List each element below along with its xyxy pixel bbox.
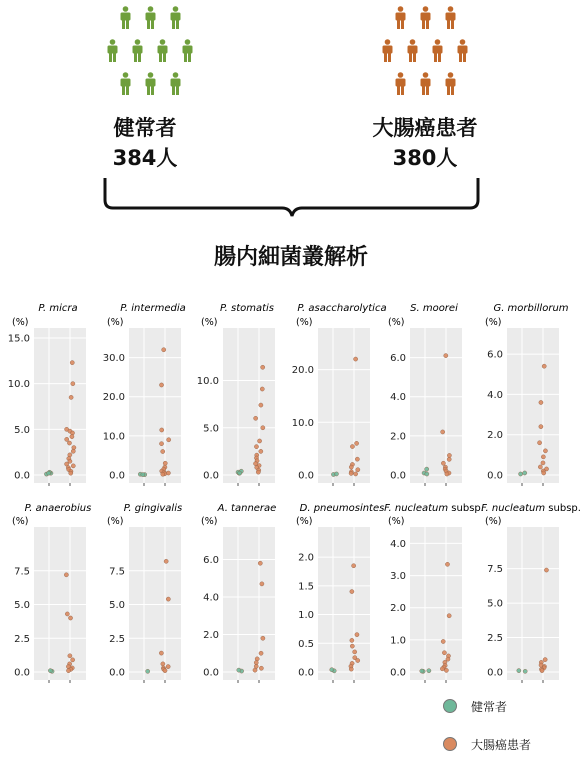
- data-point: [167, 438, 171, 442]
- y-tick-label: 6.0: [487, 349, 503, 361]
- panel-title: [25, 503, 92, 514]
- y-unit-label: (%): [201, 317, 218, 328]
- panel: [12, 503, 91, 683]
- plot-background: [129, 527, 181, 680]
- panel-title-suffix: subsp.: [448, 503, 484, 514]
- panel-title: [297, 303, 386, 314]
- data-point: [354, 441, 358, 445]
- data-point: [540, 669, 544, 673]
- data-point: [352, 564, 356, 568]
- data-point: [543, 449, 547, 453]
- legend-item-healthy: [443, 695, 531, 717]
- panel-title-species: S. moorei: [410, 303, 458, 314]
- data-point: [349, 667, 353, 671]
- panel-title: [120, 303, 185, 314]
- plot-background: [34, 527, 86, 680]
- data-point: [65, 612, 69, 616]
- data-point: [330, 668, 334, 672]
- plot-background: [223, 527, 275, 680]
- panel-title-suffix: subsp.: [545, 503, 581, 514]
- data-point: [146, 669, 150, 673]
- data-point: [354, 472, 358, 476]
- panel-title: [124, 503, 182, 514]
- y-tick-label: 2.0: [390, 431, 406, 443]
- data-point: [255, 657, 259, 661]
- y-tick-label: 10.0: [196, 376, 219, 388]
- data-point: [444, 354, 448, 358]
- data-point: [261, 636, 265, 640]
- data-point: [238, 471, 242, 475]
- legend-dot-healthy: [443, 699, 457, 713]
- data-point: [537, 441, 541, 445]
- data-point: [542, 471, 546, 475]
- y-tick-label: 0.0: [390, 667, 406, 679]
- data-point: [65, 437, 69, 441]
- y-tick-label: 0.0: [14, 470, 30, 482]
- plot-background: [223, 328, 275, 483]
- data-point: [159, 442, 163, 446]
- data-point: [256, 470, 260, 474]
- data-point: [445, 562, 449, 566]
- y-tick-label: 4.0: [390, 392, 406, 404]
- data-point: [350, 638, 354, 642]
- data-point: [447, 453, 451, 457]
- y-tick-label: 0.0: [298, 667, 314, 679]
- data-point: [542, 364, 546, 368]
- data-point: [254, 416, 258, 420]
- panel-title-species: P. stomatis: [219, 303, 275, 314]
- y-tick-label: 1.5: [298, 581, 314, 593]
- y-tick-label: 1.0: [298, 610, 314, 622]
- data-point: [425, 467, 429, 471]
- panel-title-species: P. intermedia: [120, 303, 186, 314]
- y-tick-label: 4.0: [203, 592, 219, 604]
- panel-title-species: A. tannerae: [217, 503, 277, 514]
- y-tick-label: 7.5: [14, 566, 30, 578]
- y-tick-label: 0.0: [109, 667, 125, 679]
- y-tick-label: 7.5: [109, 566, 125, 578]
- panel-title-species: P. anaerobius: [24, 503, 92, 514]
- data-point: [538, 465, 542, 469]
- panel-title: [38, 303, 77, 314]
- data-point: [523, 471, 527, 475]
- data-point: [441, 430, 445, 434]
- data-point: [543, 658, 547, 662]
- data-point: [261, 365, 265, 369]
- data-point: [539, 425, 543, 429]
- panel: [384, 503, 484, 683]
- plot-background: [410, 328, 462, 483]
- data-point: [353, 650, 357, 654]
- y-tick-label: 0.5: [298, 638, 314, 650]
- plot-background: [318, 328, 370, 483]
- data-point: [349, 465, 353, 469]
- y-unit-label: (%): [388, 516, 405, 527]
- y-unit-label: (%): [107, 317, 124, 328]
- y-tick-label: 7.5: [487, 564, 503, 576]
- cancer-group-count: 380人: [392, 146, 458, 170]
- healthy-group-name: 健常者: [113, 116, 177, 140]
- data-point: [47, 471, 51, 475]
- y-unit-label: (%): [201, 516, 218, 527]
- data-point: [67, 441, 71, 445]
- y-tick-label: 5.0: [109, 600, 125, 611]
- data-point: [70, 361, 74, 365]
- data-point: [254, 445, 258, 449]
- data-point: [349, 471, 353, 475]
- y-tick-label: 5.0: [487, 598, 503, 610]
- y-tick-label: 10.0: [7, 379, 30, 391]
- data-point: [541, 461, 545, 465]
- y-tick-label: 2.0: [298, 552, 314, 564]
- cancer-group-name: 大腸癌患者: [372, 116, 478, 140]
- data-point: [355, 633, 359, 637]
- panel-title: [220, 303, 274, 314]
- y-unit-label: (%): [107, 516, 124, 527]
- panel-title-species: F. nucleatum: [481, 503, 546, 514]
- data-point: [66, 669, 70, 673]
- y-unit-label: (%): [12, 516, 29, 527]
- y-tick-label: 30.0: [102, 353, 125, 365]
- y-tick-label: 0.0: [298, 470, 314, 482]
- data-point: [166, 471, 170, 475]
- healthy-group-count: 384人: [112, 146, 178, 170]
- data-point: [166, 665, 170, 669]
- panel-title-species: G. morbillorum: [493, 303, 569, 314]
- data-point: [541, 455, 545, 459]
- data-point: [356, 468, 360, 472]
- legend-label-healthy: 健常者: [471, 699, 508, 714]
- data-point: [442, 651, 446, 655]
- y-tick-label: 2.5: [14, 633, 30, 645]
- data-point: [71, 658, 75, 662]
- data-point: [420, 669, 424, 673]
- legend: [443, 695, 531, 771]
- analysis-title: 腸内細菌叢解析: [213, 245, 368, 270]
- panel-title: [493, 303, 568, 314]
- data-point: [141, 473, 145, 477]
- y-tick-label: 20.0: [291, 365, 314, 377]
- y-tick-label: 2.0: [487, 430, 503, 442]
- data-point: [259, 449, 263, 453]
- plot-background: [410, 527, 462, 680]
- data-point: [519, 472, 523, 476]
- data-point: [425, 472, 429, 476]
- data-point: [427, 669, 431, 673]
- data-point: [159, 651, 163, 655]
- data-point: [159, 383, 163, 387]
- data-point: [334, 472, 338, 476]
- panel: [103, 303, 186, 486]
- data-point: [161, 472, 165, 476]
- data-point: [69, 471, 73, 475]
- data-point: [444, 668, 448, 672]
- y-tick-label: 2.0: [390, 603, 406, 615]
- data-point: [447, 457, 451, 461]
- data-point: [70, 435, 74, 439]
- panel-title: [384, 503, 484, 514]
- data-point: [161, 449, 165, 453]
- y-unit-label: (%): [12, 317, 29, 328]
- data-point: [517, 669, 521, 673]
- y-tick-label: 10.0: [291, 417, 314, 429]
- data-point: [350, 444, 354, 448]
- y-tick-label: 0.0: [14, 667, 30, 679]
- y-tick-label: 6.0: [203, 555, 219, 566]
- y-tick-label: 15.0: [7, 333, 30, 345]
- y-tick-label: 0.0: [487, 470, 503, 482]
- panel-title-species: P. gingivalis: [123, 503, 183, 514]
- y-tick-label: 5.0: [203, 423, 219, 435]
- panel-title: [481, 503, 581, 514]
- y-tick-label: 5.0: [14, 600, 30, 611]
- legend-label-cancer: 大腸癌患者: [471, 737, 532, 752]
- data-point: [355, 457, 359, 461]
- data-point: [160, 428, 164, 432]
- data-point: [162, 348, 166, 352]
- y-tick-label: 3.0: [390, 571, 406, 583]
- data-point: [440, 667, 444, 671]
- data-point: [441, 461, 445, 465]
- panel-title-species: D. pneumosintes: [299, 503, 385, 514]
- data-point: [161, 662, 165, 666]
- data-point: [447, 614, 451, 618]
- data-point: [64, 573, 68, 577]
- panel: [8, 303, 86, 486]
- panel: [201, 503, 276, 683]
- data-point: [48, 669, 52, 673]
- y-tick-label: 1.0: [390, 635, 406, 647]
- data-point: [356, 658, 360, 662]
- data-point: [71, 382, 75, 386]
- data-point: [166, 597, 170, 601]
- plot-background: [318, 527, 370, 680]
- data-point: [257, 439, 261, 443]
- data-point: [259, 403, 263, 407]
- panel-title-species: P. asaccharolytica: [297, 303, 387, 314]
- data-point: [71, 449, 75, 453]
- plot-background: [129, 328, 181, 483]
- y-tick-label: 2.5: [109, 633, 125, 645]
- data-point: [523, 669, 527, 673]
- y-tick-label: 4.0: [487, 389, 503, 401]
- y-unit-label: (%): [388, 317, 405, 328]
- data-point: [68, 616, 72, 620]
- y-tick-label: 0.0: [487, 667, 503, 679]
- data-point: [544, 568, 548, 572]
- data-point: [237, 668, 241, 672]
- y-tick-label: 5.0: [14, 424, 30, 436]
- panel-title-species: F. nucleatum: [384, 503, 449, 514]
- data-point: [350, 589, 354, 593]
- legend-item-cancer: [443, 733, 531, 755]
- data-point: [71, 464, 75, 468]
- plot-background: [34, 328, 86, 483]
- panel: [292, 303, 387, 486]
- data-point: [445, 472, 449, 476]
- data-point: [441, 639, 445, 643]
- panel: [296, 503, 384, 683]
- y-tick-label: 0.0: [203, 667, 219, 679]
- y-unit-label: (%): [296, 516, 313, 527]
- y-tick-label: 20.0: [102, 392, 125, 404]
- data-point: [260, 387, 264, 391]
- data-point: [539, 400, 543, 404]
- y-tick-label: 0.0: [109, 470, 125, 482]
- plot-background: [507, 328, 559, 483]
- y-tick-label: 10.0: [102, 431, 125, 443]
- data-point: [163, 669, 167, 673]
- y-tick-label: 0.0: [390, 470, 406, 482]
- data-point: [163, 461, 167, 465]
- y-tick-label: 2.5: [487, 633, 503, 645]
- panel-title: [217, 503, 277, 514]
- y-unit-label: (%): [485, 516, 502, 527]
- data-point: [350, 644, 354, 648]
- data-point: [260, 582, 264, 586]
- panel-title: [410, 303, 458, 314]
- data-point: [261, 426, 265, 430]
- data-point: [259, 651, 263, 655]
- y-unit-label: (%): [485, 317, 502, 328]
- panel: [388, 303, 462, 486]
- y-tick-label: 4.0: [390, 538, 406, 550]
- data-point: [69, 395, 73, 399]
- panel: [481, 503, 581, 683]
- panel: [485, 303, 569, 486]
- data-point: [446, 657, 450, 661]
- data-point: [164, 559, 168, 563]
- y-tick-label: 2.0: [203, 630, 219, 641]
- data-point: [253, 668, 257, 672]
- y-tick-label: 0.0: [203, 470, 219, 482]
- data-point: [259, 666, 263, 670]
- data-point: [354, 357, 358, 361]
- data-point: [258, 561, 262, 565]
- y-tick-label: 6.0: [390, 353, 406, 365]
- panel: [197, 303, 275, 486]
- panel: [107, 503, 182, 683]
- y-unit-label: (%): [296, 317, 313, 328]
- panel-title-species: P. micra: [38, 303, 78, 314]
- data-point: [68, 654, 72, 658]
- panel-title: [300, 503, 385, 514]
